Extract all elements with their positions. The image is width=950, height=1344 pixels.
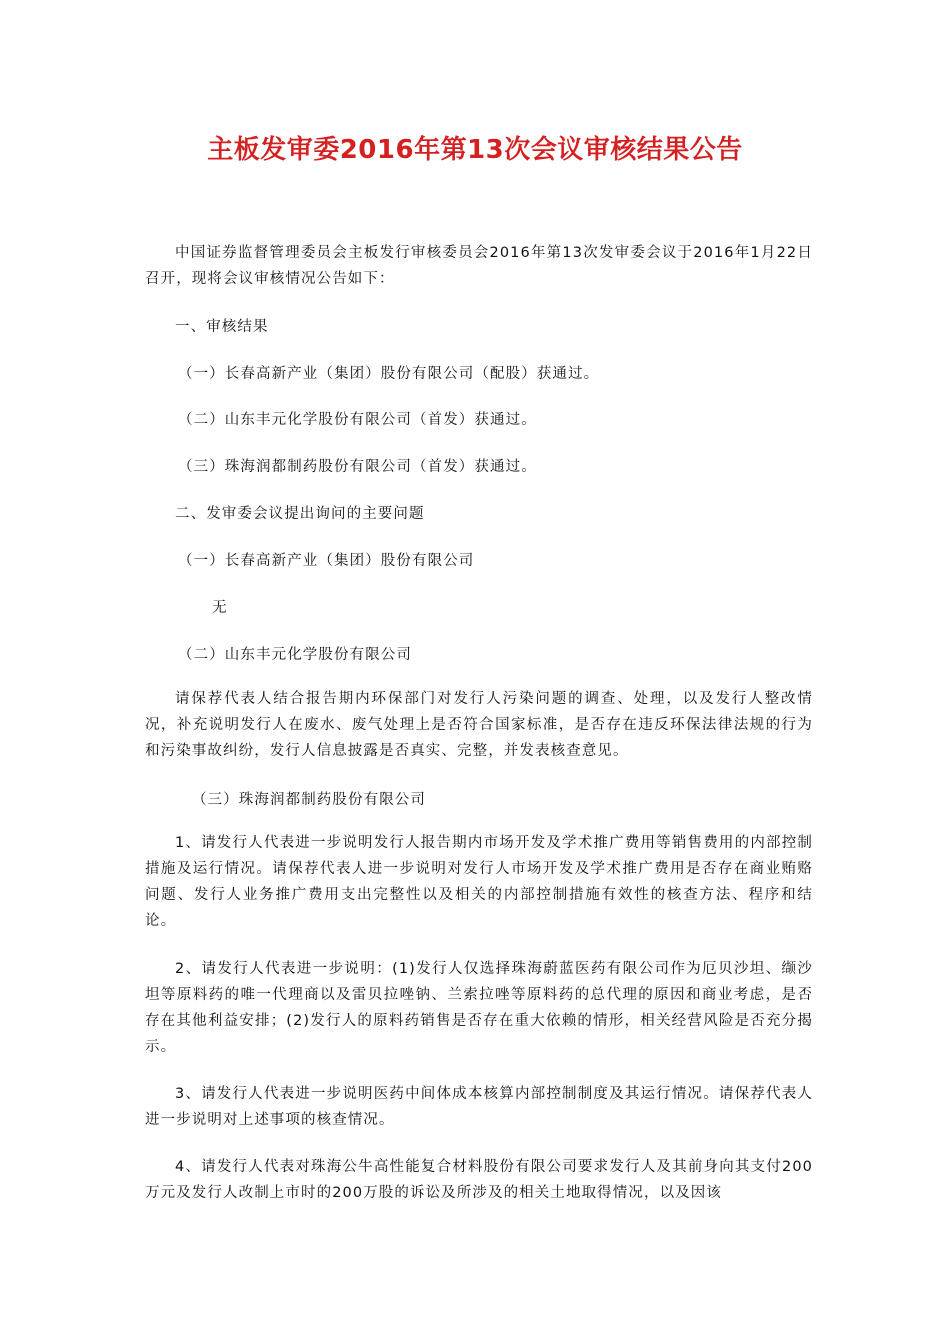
question-3-item-2: 2、请发行人代表进一步说明：(1)发行人仅选择珠海蔚蓝医药有限公司作为厄贝沙坦、缬沙坦等原料药的唯一代理商以及雷贝拉唑钠、兰索拉唑等原料药的总代理的原因和商业考虑，是否存在其他利益安排；(2)发行人的原料药销售是否存在重大依赖的情形，相关经营风险是否充分揭示。 bbox=[145, 961, 813, 1055]
question-company-1-none: 无 bbox=[212, 600, 228, 616]
result-item-3: （三）珠海润都制药股份有限公司（首发）获通过。 bbox=[178, 459, 537, 475]
section1-heading: 一、审核结果 bbox=[175, 319, 269, 335]
question-company-1: （一）长春高新产业（集团）股份有限公司 bbox=[178, 553, 475, 569]
question-company-3: （三）珠海润都制药股份有限公司 bbox=[192, 792, 426, 808]
result-item-1: （一）长春高新产业（集团）股份有限公司（配股）获通过。 bbox=[178, 366, 600, 382]
document-title: 主板发审委2016年第13次会议审核结果公告 bbox=[207, 135, 743, 165]
intro-paragraph: 中国证券监督管理委员会主板发行审核委员会2016年第13次发审委会议于2016年1月22日召开，现将会议审核情况公告如下： bbox=[145, 245, 813, 287]
result-item-2: （二）山东丰元化学股份有限公司（首发）获通过。 bbox=[178, 412, 537, 428]
question-company-2: （二）山东丰元化学股份有限公司 bbox=[178, 647, 412, 663]
section2-heading: 二、发审委会议提出询问的主要问题 bbox=[175, 506, 425, 522]
question-3-item-4: 4、请发行人代表对珠海公牛高性能复合材料股份有限公司要求发行人及其前身向其支付200万元及发行人改制上市时的200万股的诉讼及所涉及的相关土地取得情况，以及因该 bbox=[145, 1159, 813, 1201]
question-3-item-1: 1、请发行人代表进一步说明发行人报告期内市场开发及学术推广费用等销售费用的内部控制措施及运行情况。请保荐代表人进一步说明对发行人市场开发及学术推广费用是否存在商业贿赂问题、发行人业务推广费用支出完整性以及相关的内部控制措施有效性的核查方法、程序和结论。 bbox=[145, 835, 813, 929]
question-3-item-3: 3、请发行人代表进一步说明医药中间体成本核算内部控制制度及其运行情况。请保荐代表人进一步说明对上述事项的核查情况。 bbox=[145, 1086, 813, 1128]
question-company-2-text: 请保荐代表人结合报告期内环保部门对发行人污染问题的调查、处理，以及发行人整改情况，补充说明发行人在废水、废气处理上是否符合国家标准，是否存在违反环保法律法规的行为和污染事故纠纷，发行人信息披露是否真实、完整，并发表核查意见。 bbox=[145, 691, 813, 759]
